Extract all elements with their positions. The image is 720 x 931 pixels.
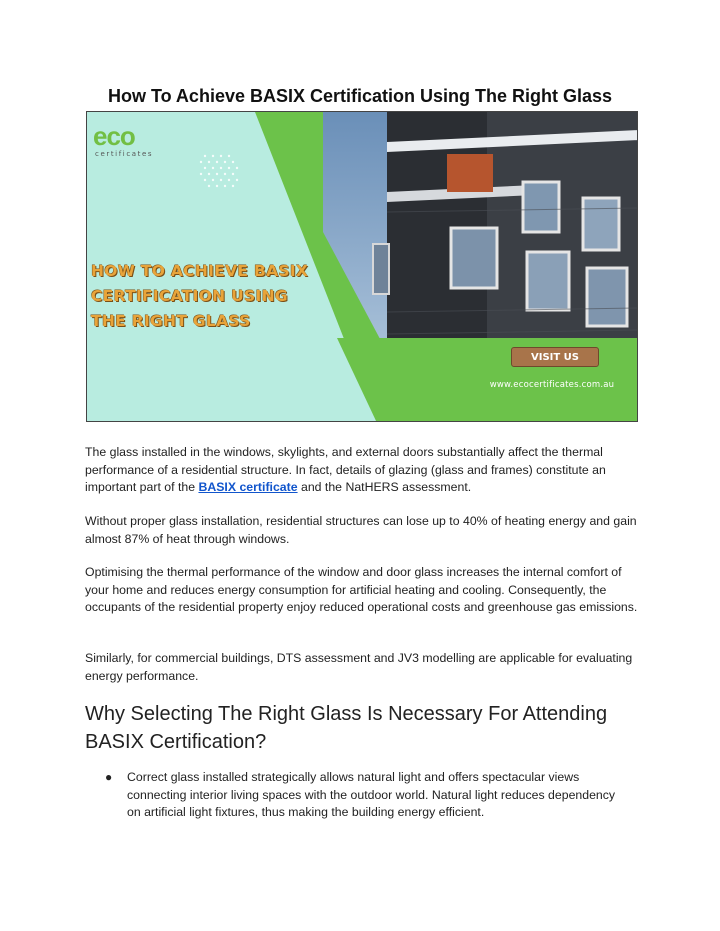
paragraph-heat-loss: Without proper glass installation, residential structures can lose up to 40% of heating energy and gain almost 87% of heat through windows. <box>85 514 637 546</box>
banner-heading-line: CERTIFICATION USING <box>91 287 288 305</box>
website-url: www.ecocertificates.com.au <box>489 380 615 390</box>
promo-banner <box>86 111 638 422</box>
dot-grid-decoration <box>200 155 238 187</box>
bullet-marker: ● <box>105 770 113 784</box>
list-item-text: Correct glass installed strategically allows natural light and offers spectacular views connecting interior living spaces with the outdoor world. Natural light reduces dependency on artificial light fixtures, thus making the building energy efficient. <box>127 770 616 819</box>
basix-certificate-link[interactable]: BASIX certificate <box>198 480 298 494</box>
section-heading: Why Selecting The Right Glass Is Necessary For Attending BASIX Certification? <box>85 703 608 753</box>
banner-heading <box>91 259 351 334</box>
paragraph-thermal-performance: Optimising the thermal performance of the window and door glass increases the internal comfort of your home and reduces energy consumption for artificial heating and cooling. Consequently, the occupants of the residential property enjoy reduced operational costs and greenhouse gas emissions. <box>85 565 638 614</box>
document-title: How To Achieve BASIX Certification Using The Right Glass <box>107 86 613 106</box>
banner-heading-line: THE RIGHT GLASS <box>91 312 251 330</box>
building-photo <box>323 112 638 352</box>
paragraph-glazing <box>85 444 645 497</box>
paragraph-commercial: Similarly, for commercial buildings, DTS assessment and JV3 modelling are applicable for evaluating energy performance. <box>85 651 633 683</box>
paragraph-text: and the NatHERS assessment. <box>297 480 472 494</box>
eco-certificates-logo <box>93 118 159 162</box>
logo-wordmark: eco <box>93 121 135 151</box>
paragraph-text: The glass installed in the windows, skylights, and external doors substantially affect the thermal performance of a residential structure. In fact, details of glazing (glass and frames) constitute an important part of the <box>85 445 606 494</box>
logo-subtext: certificates <box>95 150 154 158</box>
visit-us-button[interactable]: VISIT US <box>511 347 599 367</box>
banner-heading-line: HOW TO ACHIEVE BASIX <box>91 262 309 280</box>
